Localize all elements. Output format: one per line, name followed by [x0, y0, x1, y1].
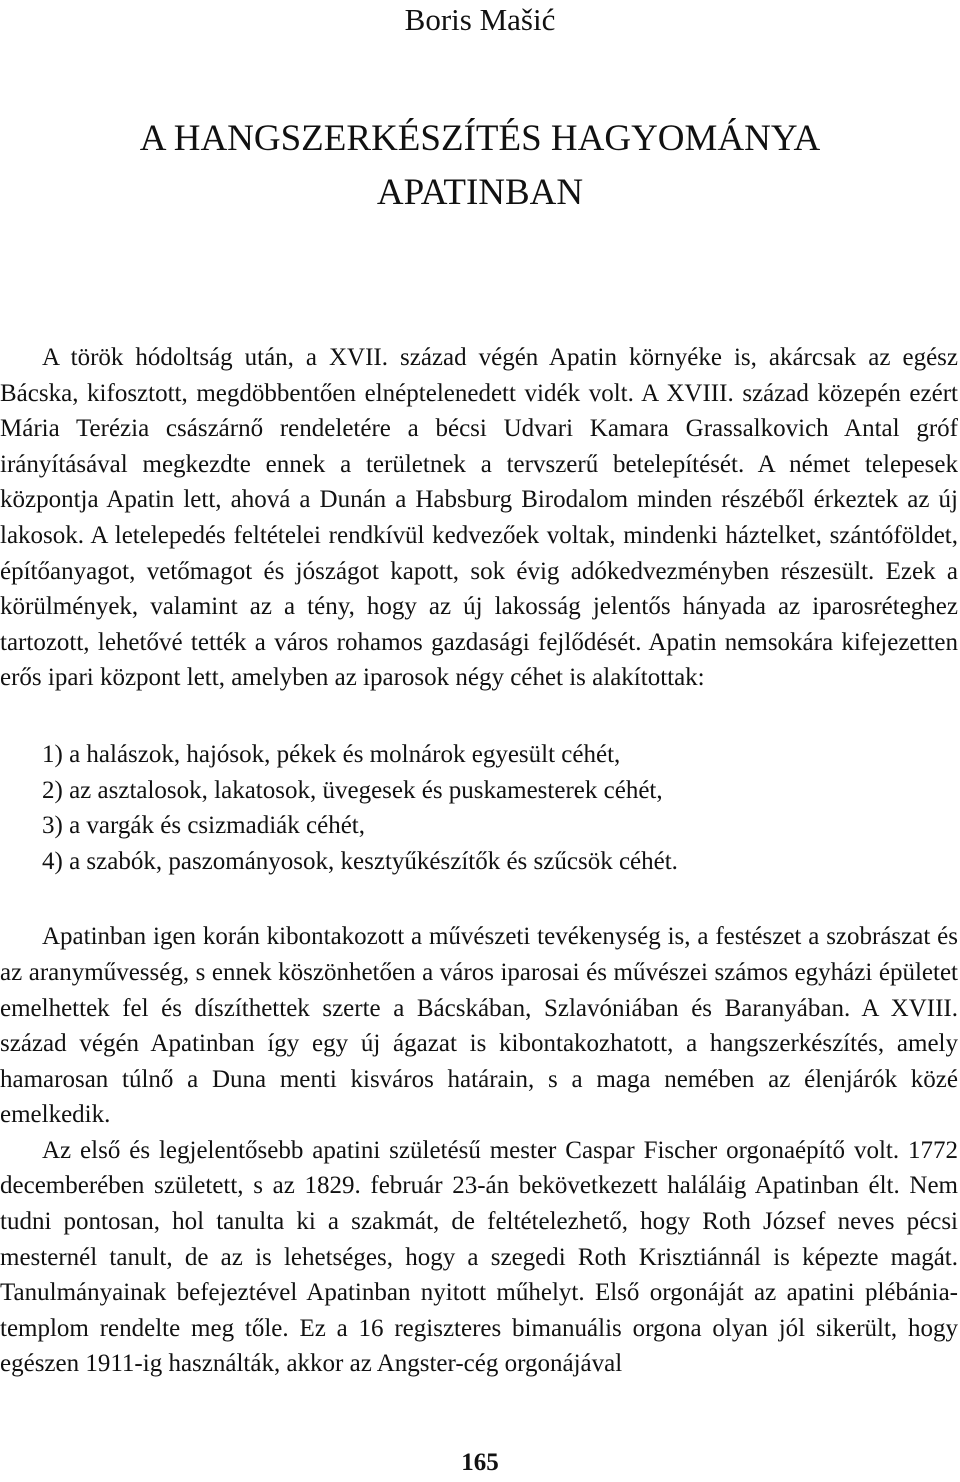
article-title — [0, 112, 960, 220]
paragraph-1: A török hódoltság után, a XVII. század végén Apatin környéke is, akárcsak az egész Bácska, kifosztott, megdöbbentően elnéptelenedett vidék volt. A XVIII. század közepén ezért Mária Terézia császárnő rendeletére a bécsi Udvari Kamara Grassalkovich Antal gróf irányításával megkezdte ennek a területnek a tervszerű betelepítését. A német telepesek központja Apatin lett, ahová a Dunán a Habsburg Birodalom minden részéből érkeztek az új lakosok. A letelepedés feltételei rendkívül kedvezőek voltak, mindenki háztelket, szántóföldet, építőanyagot, vetőmagot és jószágot kapott, sok évig adókedvezményben részesült. Ezek a körülmények, valamint az a tény, hogy az új lakosság jelentős hányada az iparosréteghez tartozott, lehetővé tették a város rohamos gazdasági fejlődését. Apatin nemsokára kifejezetten erős ipari központ lett, amelyben az iparosok négy céhet is alakítottak: — [0, 344, 958, 692]
paragraph-2: Apatinban igen korán kibontakozott a művészeti tevékenység is, a festészet a szobrászat és az aranyművesség, s ennek köszönhetően a város iparosai és művészei számos egyházi épületet emelhettek fel és díszíthettek szerte a Bácskában, Szlavóniában és Baranyában. A XVIII. század végén Apatinban így egy új ágazat is kibontakozhatott, a hangszerkészítés, amely hamarosan túlnő a Duna menti kisváros határain, s a maga nemében az élenjárók közé emelkedik. — [0, 923, 958, 1129]
page-number: 165 — [461, 1449, 499, 1476]
title-line-2: APATINBAN — [376, 172, 584, 213]
list-item: 2) az asztalosok, lakatosok, üvegesek és puskamesterek céhét, — [42, 776, 663, 804]
list-item: 1) a halászok, hajósok, pékek és molnárok egyesült céhét, — [42, 740, 621, 768]
paragraph-3: Az első és legjelentősebb apatini születésű mester Caspar Fischer orgonaépítő volt. 1772 decemberében született, s az 1829. február 23-án bekövetkezett haláláig Apatinban élt. Nem tudni pontosan, hol tanulta ki a szakmát, de feltételezhető, hogy Roth József neves pécsi mesternél tanult, de az is lehetséges, hogy a szegedi Roth Krisztiánnál is képezte magát. Tanulmányainak befejeztével Apatinban nyitott műhelyt. Első orgonáját az apatini plébániatemplom rendelte meg tőle. Ez a 16 regiszteres bimanuális orgona olyan jól sikerült, hogy egészen 1911-ig használták, akkor az Angster-cég orgonájával — [0, 1136, 958, 1378]
guild-list — [0, 737, 958, 879]
article-body — [0, 340, 958, 1382]
list-item: 3) a vargák és csizmadiák céhét, — [42, 812, 365, 840]
list-item: 4) a szabók, paszományosok, kesztyűkészítők és szűcsök céhét. — [42, 847, 678, 875]
title-line-1: A HANGSZERKÉSZÍTÉS HAGYOMÁNYA — [139, 118, 821, 159]
author-name: Boris Mašić — [404, 2, 556, 37]
